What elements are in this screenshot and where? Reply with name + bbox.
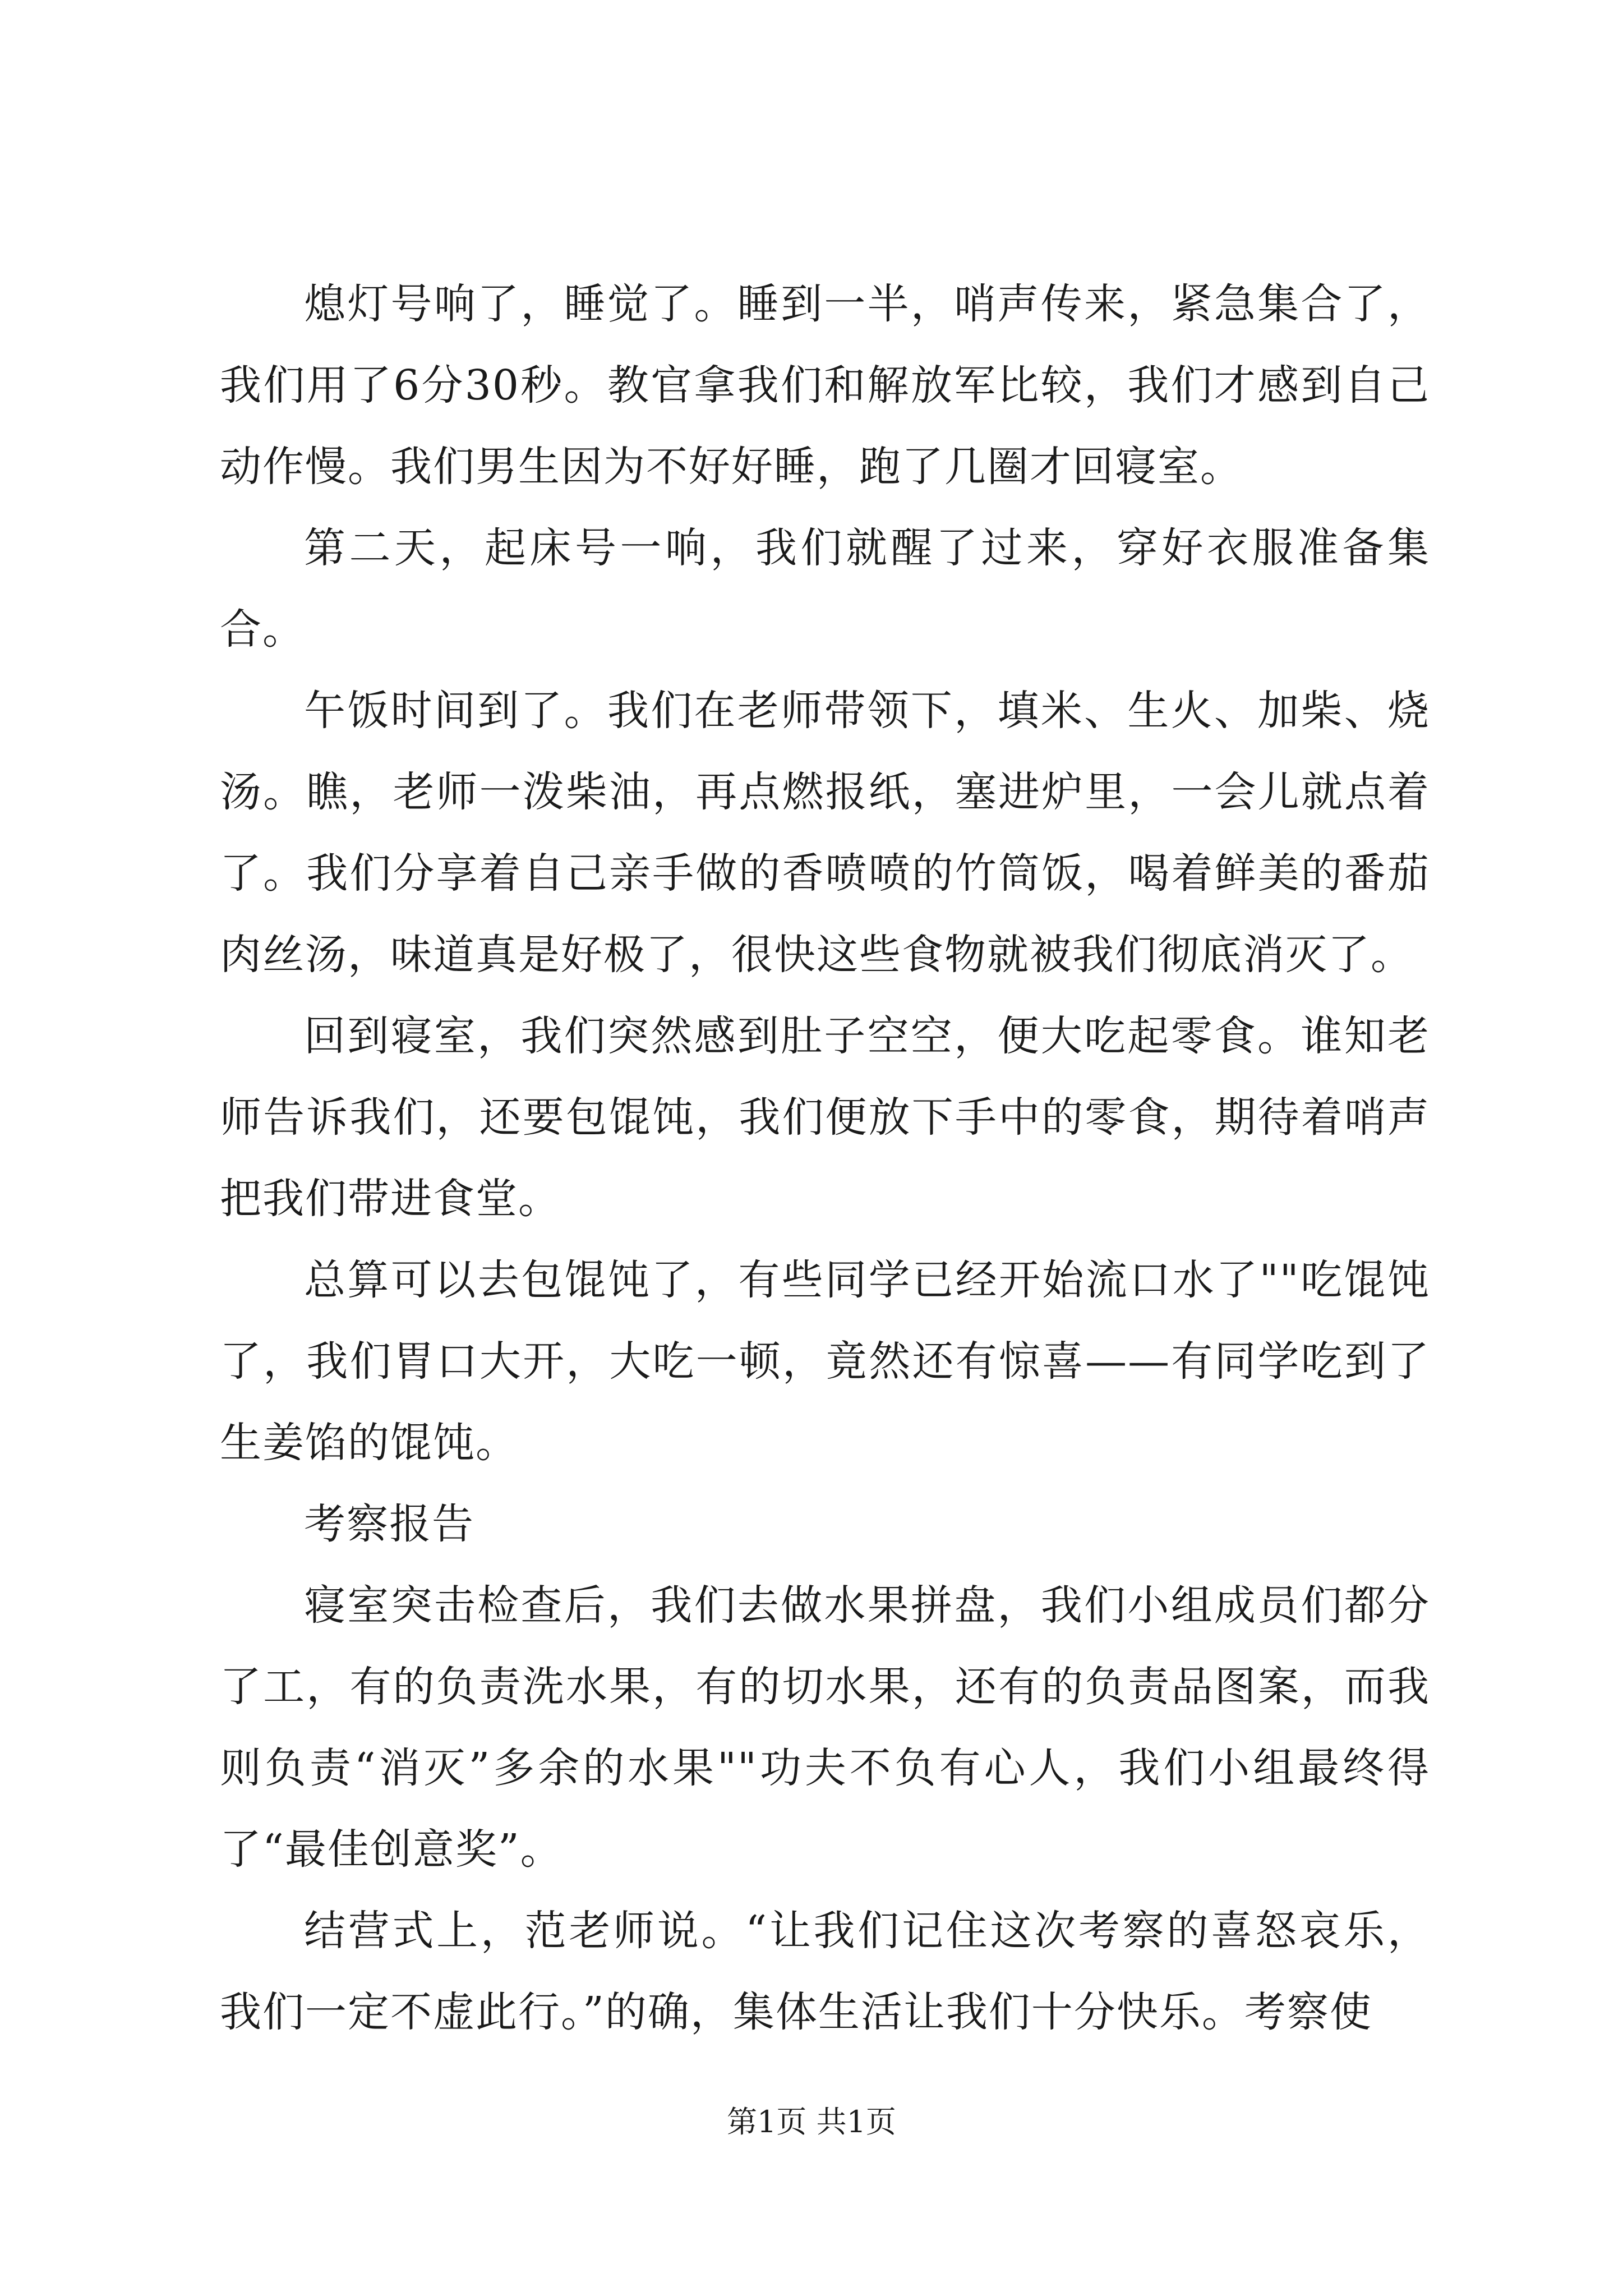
document-body — [220, 264, 1430, 2053]
page-footer: 第1页 共1页 — [727, 2104, 896, 2139]
paragraph: 午饭时间到了。我们在老师带领下，填米、生火、加柴、烧汤。瞧，老师一泼柴油，再点燃报纸，塞进炉里，一会儿就点着了。我们分享着自己亲手做的香喷喷的竹筒饭，喝着鲜美的番茄肉丝汤，味道真是好极了，很快这些食物就被我们彻底消灭了。 — [220, 687, 1430, 979]
paragraph: 熄灯号响了，睡觉了。睡到一半，哨声传来，紧急集合了，我们用了6分30秒。教官拿我们和解放军比较，我们才感到自己动作慢。我们男生因为不好好睡，跑了几圈才回寝室。 — [220, 280, 1430, 491]
paragraph: 第二天，起床号一响，我们就醒了过来，穿好衣服准备集合。 — [220, 524, 1430, 654]
paragraph: 结营式上，范老师说。“让我们记住这次考察的喜怒哀乐，我们一定不虚此行。”的确，集体生活让我们十分快乐。考察使 — [220, 1907, 1430, 2036]
paragraph: 总算可以去包馄饨了，有些同学已经开始流口水了""吃馄饨了，我们胃口大开，大吃一顿，竟然还有惊喜——有同学吃到了生姜馅的馄饨。 — [220, 1256, 1430, 1467]
paragraph: 寝室突击检查后，我们去做水果拼盘，我们小组成员们都分了工，有的负责洗水果，有的切水果，还有的负责品图案，而我则负责“消灭”多余的水果""功夫不负有心人，我们小组最终得了“最佳创意奖”。 — [220, 1581, 1430, 1874]
section-heading: 考察报告 — [304, 1500, 474, 1548]
paragraph: 回到寝室，我们突然感到肚子空空，便大吃起零食。谁知老师告诉我们，还要包馄饨，我们便放下手中的零食，期待着哨声把我们带进食堂。 — [220, 1012, 1430, 1223]
